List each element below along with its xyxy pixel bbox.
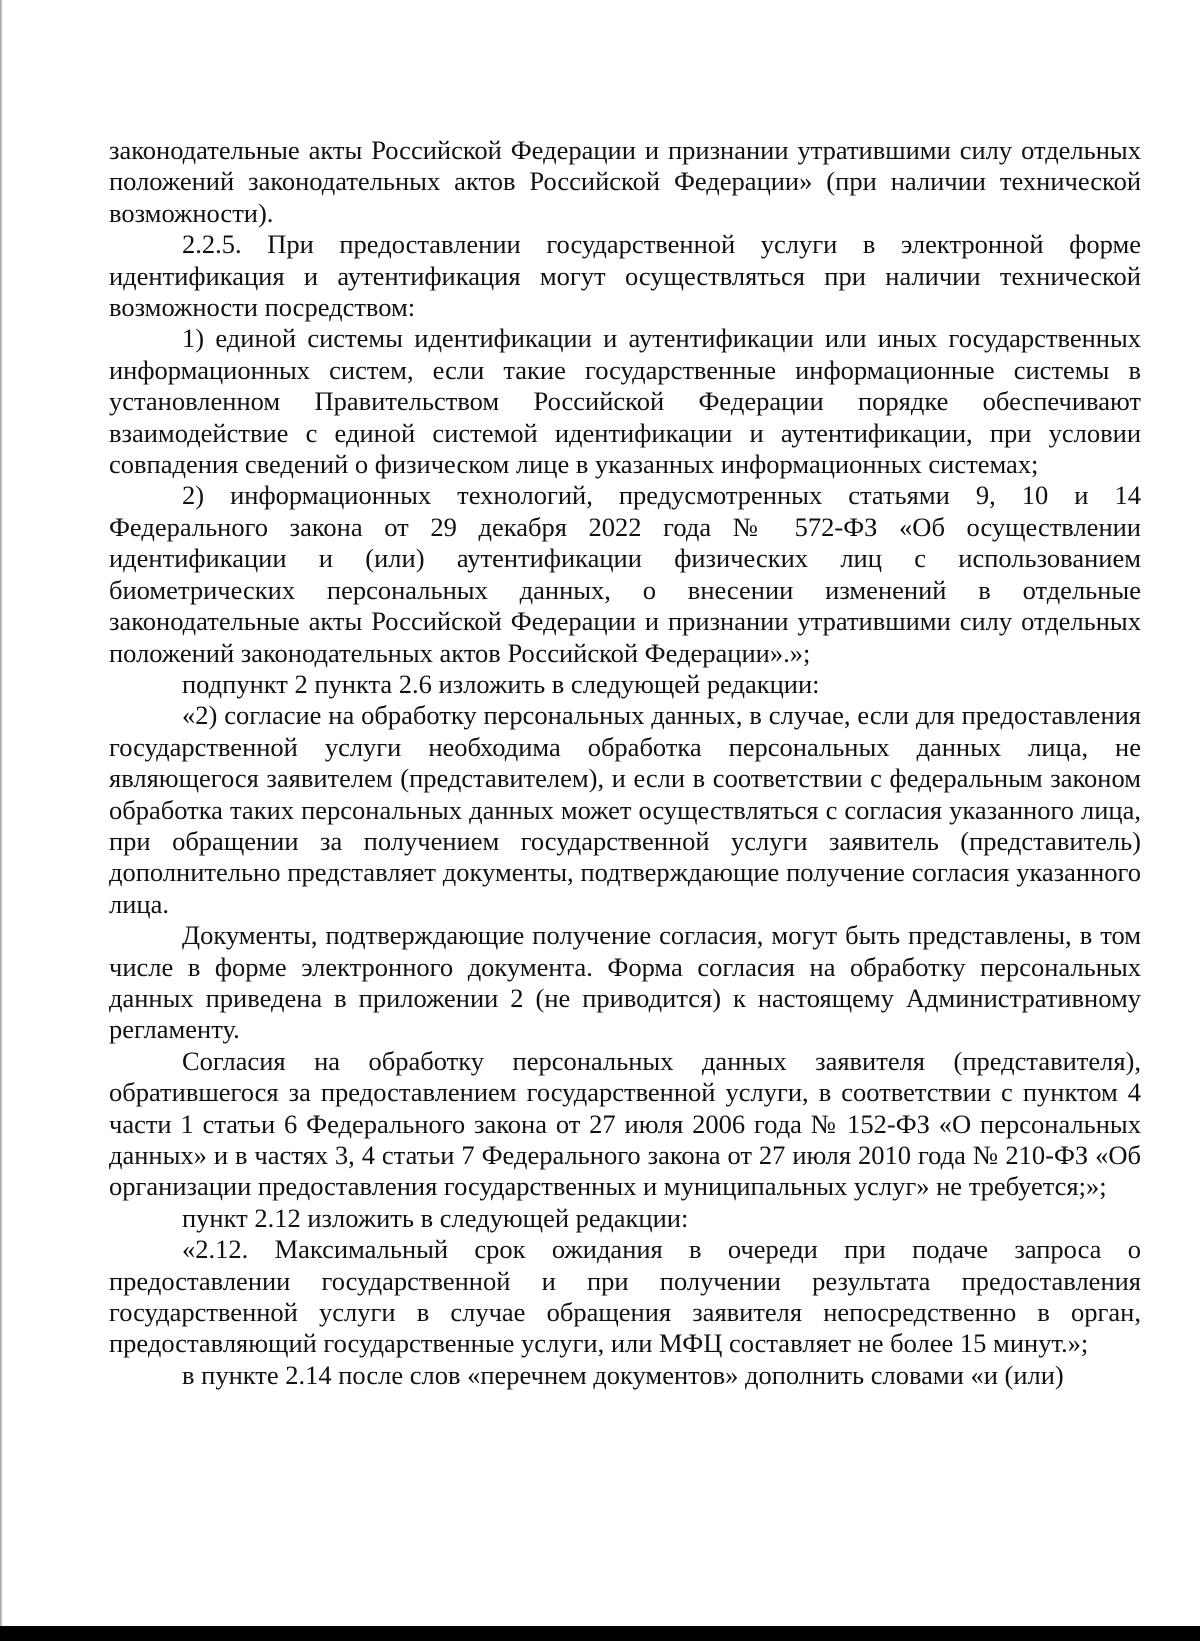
paragraph-2-12-text: «2.12. Максимальный срок ожидания в очереди при подаче запроса о предоставлении государственной и при получении результата предоставления государственной услуги в случае обращения заявителя непосредственно в орган, предоставляющий государственные услуги, или МФЦ составляет не более 15 минут.»; bbox=[109, 1234, 1141, 1359]
scan-edge-bottom bbox=[0, 1626, 1200, 1641]
paragraph-continuation: законодательные акты Российской Федерации и признании утратившими силу отдельных положений законодательных актов Российской Федерации» (при наличии технической возможности). bbox=[109, 135, 1141, 228]
paragraph-documents: Документы, подтверждающие получение согласия, могут быть представлены, в том числе в форме электронного документа. Форма согласия на обработку персональных данных приведена в приложении 2 (не приводится) к настоящему Административному регламенту. bbox=[109, 920, 1141, 1045]
paragraph-point-2-12: пункт 2.12 изложить в следующей редакции: bbox=[182, 1202, 689, 1233]
paragraph-2-2-5: 2.2.5. При предоставлении государственной услуги в электронной форме идентификация и аутентификация могут осуществляться при наличии технической возможности посредством: bbox=[109, 229, 1141, 323]
paragraph-item-1: 1) единой системы идентификации и аутентификации или иных государственных информационных систем, если такие государственные информационные системы в установленном Правительством Российской Федерации порядке обеспечивают взаимодействие с единой системой идентификации и аутентификации, при условии совпадения сведений о физическом лице в указанных информационных системах; bbox=[109, 323, 1141, 480]
paragraph-point-2-14: в пункте 2.14 после слов «перечнем документов» дополнить словами «и (или) bbox=[182, 1359, 1064, 1390]
paragraph-subpoint-2-6: подпункт 2 пункта 2.6 изложить в следующей редакции: bbox=[182, 668, 820, 699]
paragraph-consent-not-required: Согласия на обработку персональных данных заявителя (представителя), обратившегося за предоставлением государственной услуги, в соответствии с пунктом 4 части 1 статьи 6 Федерального закона от 27 июля 2006 года № 152-ФЗ «О персональных данных» и в частях 3, 4 статьи 7 Федерального закона от 27 июля 2010 года № 210-ФЗ «Об организации предоставления государственных и муниципальных услуг» не требуется;»; bbox=[109, 1045, 1141, 1202]
document-body bbox=[109, 135, 1141, 1391]
paragraph-item-2: 2) информационных технологий, предусмотренных статьями 9, 10 и 14 Федерального закона от 29 декабря 2022 года № 572-ФЗ «Об осуществлении идентификации и (или) аутентификации физических лиц с использованием биометрических персональных данных, о внесении изменений в отдельные законодательные акты Российской Федерации и признании утратившими силу отдельных положений законодательных актов Российской Федерации».»; bbox=[109, 480, 1141, 668]
paragraph-consent: «2) согласие на обработку персональных данных, в случае, если для предоставления государственной услуги необходима обработка персональных данных лица, не являющегося заявителем (представителем), и если в соответствии с федеральным законом обработка таких персональных данных может осуществляться с согласия указанного лица, при обращении за получением государственной услуги заявитель (представитель) дополнительно представляет документы, подтверждающие получение согласия указанного лица. bbox=[109, 700, 1141, 919]
scan-edge-left bbox=[0, 0, 3, 1641]
